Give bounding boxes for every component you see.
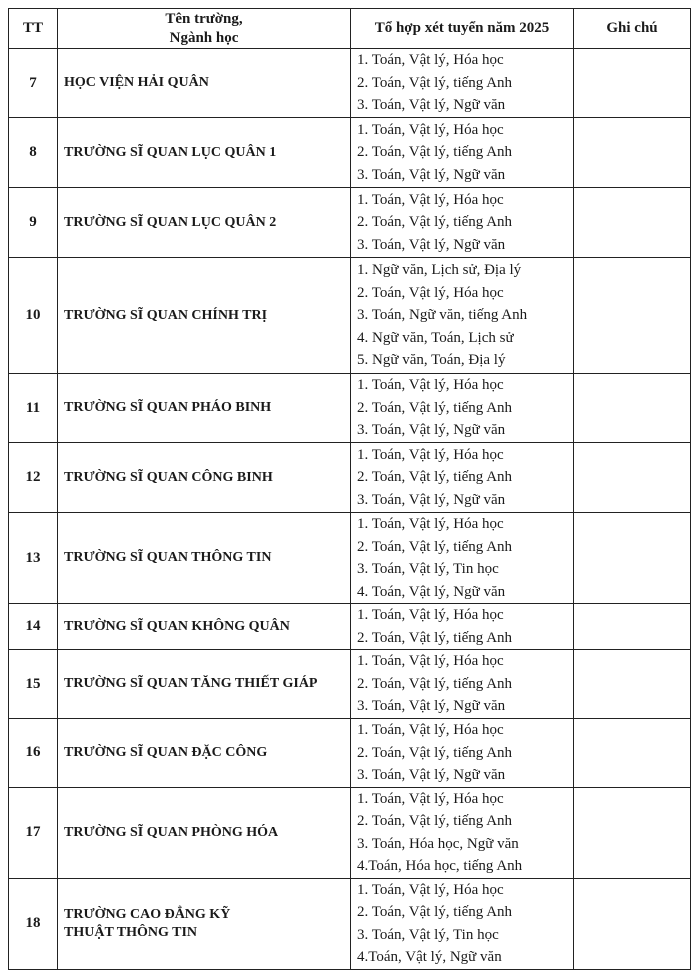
combination-item: 3. Toán, Vật lý, Ngữ văn <box>357 166 506 183</box>
header-name <box>58 9 351 49</box>
combination-item: 4. Ngữ văn, Toán, Lịch sử <box>357 329 514 346</box>
combination-list <box>351 604 574 650</box>
row-number: 14 <box>9 604 58 650</box>
table-row <box>9 787 691 878</box>
combination-item: 2. Toán, Vật lý, tiếng Anh <box>357 469 513 486</box>
combination-item: 3. Toán, Vật lý, Tin học <box>357 561 499 577</box>
combination-list <box>351 374 574 443</box>
row-number: 8 <box>9 118 58 188</box>
combination-item: 3. Toán, Vật lý, Ngữ văn <box>357 767 506 783</box>
combination-item: 2. Toán, Vật lý, tiếng Anh <box>357 144 513 161</box>
table-row <box>9 443 691 513</box>
combination-item: 1. Toán, Vật lý, Hóa học <box>357 790 504 807</box>
combination-item: 1. Toán, Vật lý, Hóa học <box>357 722 504 738</box>
combination-list <box>351 118 574 188</box>
combination-item: 3. Toán, Vật lý, Tin học <box>357 926 499 943</box>
combination-item: 4.Toán, Hóa học, tiếng Anh <box>357 858 523 874</box>
combination-item: 1. Toán, Vật lý, Hóa học <box>357 446 504 463</box>
combination-item: 1. Toán, Vật lý, Hóa học <box>357 516 504 532</box>
school-name: TRƯỜNG SĨ QUAN PHÒNG HÓA <box>58 787 351 878</box>
combination-list <box>351 513 574 604</box>
combination-list <box>351 878 574 969</box>
notes-cell <box>574 513 691 604</box>
combination-item: 1. Ngữ văn, Lịch sử, Địa lý <box>357 262 522 279</box>
school-name: TRƯỜNG SĨ QUAN ĐẶC CÔNG <box>58 719 351 788</box>
table-row <box>9 118 691 188</box>
table-row <box>9 49 691 118</box>
header-combos: Tổ hợp xét tuyển năm 2025 <box>351 9 574 49</box>
combination-list <box>351 787 574 878</box>
notes-cell <box>574 118 691 188</box>
school-name: TRƯỜNG SĨ QUAN KHÔNG QUÂN <box>58 604 351 650</box>
row-number: 10 <box>9 258 58 374</box>
row-number: 15 <box>9 650 58 719</box>
school-name: TRƯỜNG SĨ QUAN CHÍNH TRỊ <box>58 258 351 374</box>
combination-item: 3. Toán, Ngữ văn, tiếng Anh <box>357 307 528 324</box>
combination-item: 3. Toán, Vật lý, Ngữ văn <box>357 491 506 508</box>
combination-item: 1. Toán, Vật lý, Hóa học <box>357 191 504 208</box>
notes-cell <box>574 374 691 443</box>
school-name: TRƯỜNG SĨ QUAN TĂNG THIẾT GIÁP <box>58 650 351 719</box>
admission-combinations-table <box>8 8 691 970</box>
combination-item: 3. Toán, Vật lý, Ngữ văn <box>357 422 506 439</box>
notes-cell <box>574 258 691 374</box>
table-row <box>9 258 691 374</box>
combination-item: 2. Toán, Vật lý, tiếng Anh <box>357 538 513 555</box>
header-name-line: Tên trường, <box>165 10 243 27</box>
notes-cell <box>574 49 691 118</box>
combination-item: 3. Toán, Vật lý, Ngữ văn <box>357 97 506 114</box>
table-row <box>9 650 691 719</box>
combination-list <box>351 650 574 719</box>
school-name: TRƯỜNG SĨ QUAN THÔNG TIN <box>58 513 351 604</box>
row-number: 9 <box>9 188 58 258</box>
notes-cell <box>574 719 691 788</box>
notes-cell <box>574 604 691 650</box>
notes-cell <box>574 650 691 719</box>
header-row <box>9 9 691 49</box>
combination-list <box>351 258 574 374</box>
combination-list <box>351 443 574 513</box>
combination-item: 1. Toán, Vật lý, Hóa học <box>357 881 504 898</box>
school-name: TRƯỜNG SĨ QUAN PHÁO BINH <box>58 374 351 443</box>
combination-item: 1. Toán, Vật lý, Hóa học <box>357 121 504 138</box>
combination-item: 3. Toán, Vật lý, Ngữ văn <box>357 698 506 715</box>
notes-cell <box>574 787 691 878</box>
header-name-line: Ngành học <box>169 29 239 46</box>
combination-item: 2. Toán, Vật lý, tiếng Anh <box>357 904 513 920</box>
school-name: TRƯỜNG SĨ QUAN LỤC QUÂN 2 <box>58 188 351 258</box>
combination-list <box>351 188 574 258</box>
row-number: 17 <box>9 787 58 878</box>
combination-item: 3. Toán, Hóa học, Ngữ văn <box>357 835 519 852</box>
combination-item: 2. Toán, Vật lý, tiếng Anh <box>357 399 513 416</box>
header-notes: Ghi chú <box>574 9 691 49</box>
combination-item: 2. Toán, Vật lý, tiếng Anh <box>357 813 513 829</box>
notes-cell <box>574 878 691 969</box>
combination-item: 2. Toán, Vật lý, tiếng Anh <box>357 214 513 231</box>
combination-item: 2. Toán, Vật lý, Hóa học <box>357 284 504 301</box>
school-name: TRƯỜNG SĨ QUAN CÔNG BINH <box>58 443 351 513</box>
combination-item: 2. Toán, Vật lý, tiếng Anh <box>357 74 513 91</box>
combination-item: 1. Toán, Vật lý, Hóa học <box>357 653 504 670</box>
school-name: TRƯỜNG SĨ QUAN LỤC QUÂN 1 <box>58 118 351 188</box>
table-row <box>9 513 691 604</box>
combination-item: 1. Toán, Vật lý, Hóa học <box>357 377 504 394</box>
combination-item: 1. Toán, Vật lý, Hóa học <box>357 52 504 69</box>
school-name: HỌC VIỆN HẢI QUÂN <box>58 49 351 118</box>
combination-item: 1. Toán, Vật lý, Hóa học <box>357 607 504 623</box>
row-number: 18 <box>9 878 58 969</box>
row-number: 16 <box>9 719 58 788</box>
combination-item: 4. Toán, Vật lý, Ngữ văn <box>357 583 506 600</box>
combination-item: 2. Toán, Vật lý, tiếng Anh <box>357 744 513 761</box>
row-number: 7 <box>9 49 58 118</box>
row-number: 13 <box>9 513 58 604</box>
table-row <box>9 188 691 258</box>
table-row <box>9 374 691 443</box>
combination-list <box>351 719 574 788</box>
header-tt: TT <box>9 9 58 49</box>
row-number: 12 <box>9 443 58 513</box>
combination-item: 3. Toán, Vật lý, Ngữ văn <box>357 236 506 253</box>
combination-item: 2. Toán, Vật lý, tiếng Anh <box>357 629 513 646</box>
table-row <box>9 719 691 788</box>
notes-cell <box>574 188 691 258</box>
combination-item: 2. Toán, Vật lý, tiếng Anh <box>357 675 513 692</box>
row-number: 11 <box>9 374 58 443</box>
school-name: TRƯỜNG CAO ĐẲNG KỸ THUẬT THÔNG TIN <box>58 878 351 969</box>
table-row <box>9 878 691 969</box>
combination-item: 4.Toán, Vật lý, Ngữ văn <box>357 949 502 965</box>
table-row <box>9 604 691 650</box>
combination-list <box>351 49 574 118</box>
combination-item: 5. Ngữ văn, Toán, Địa lý <box>357 352 506 369</box>
notes-cell <box>574 443 691 513</box>
